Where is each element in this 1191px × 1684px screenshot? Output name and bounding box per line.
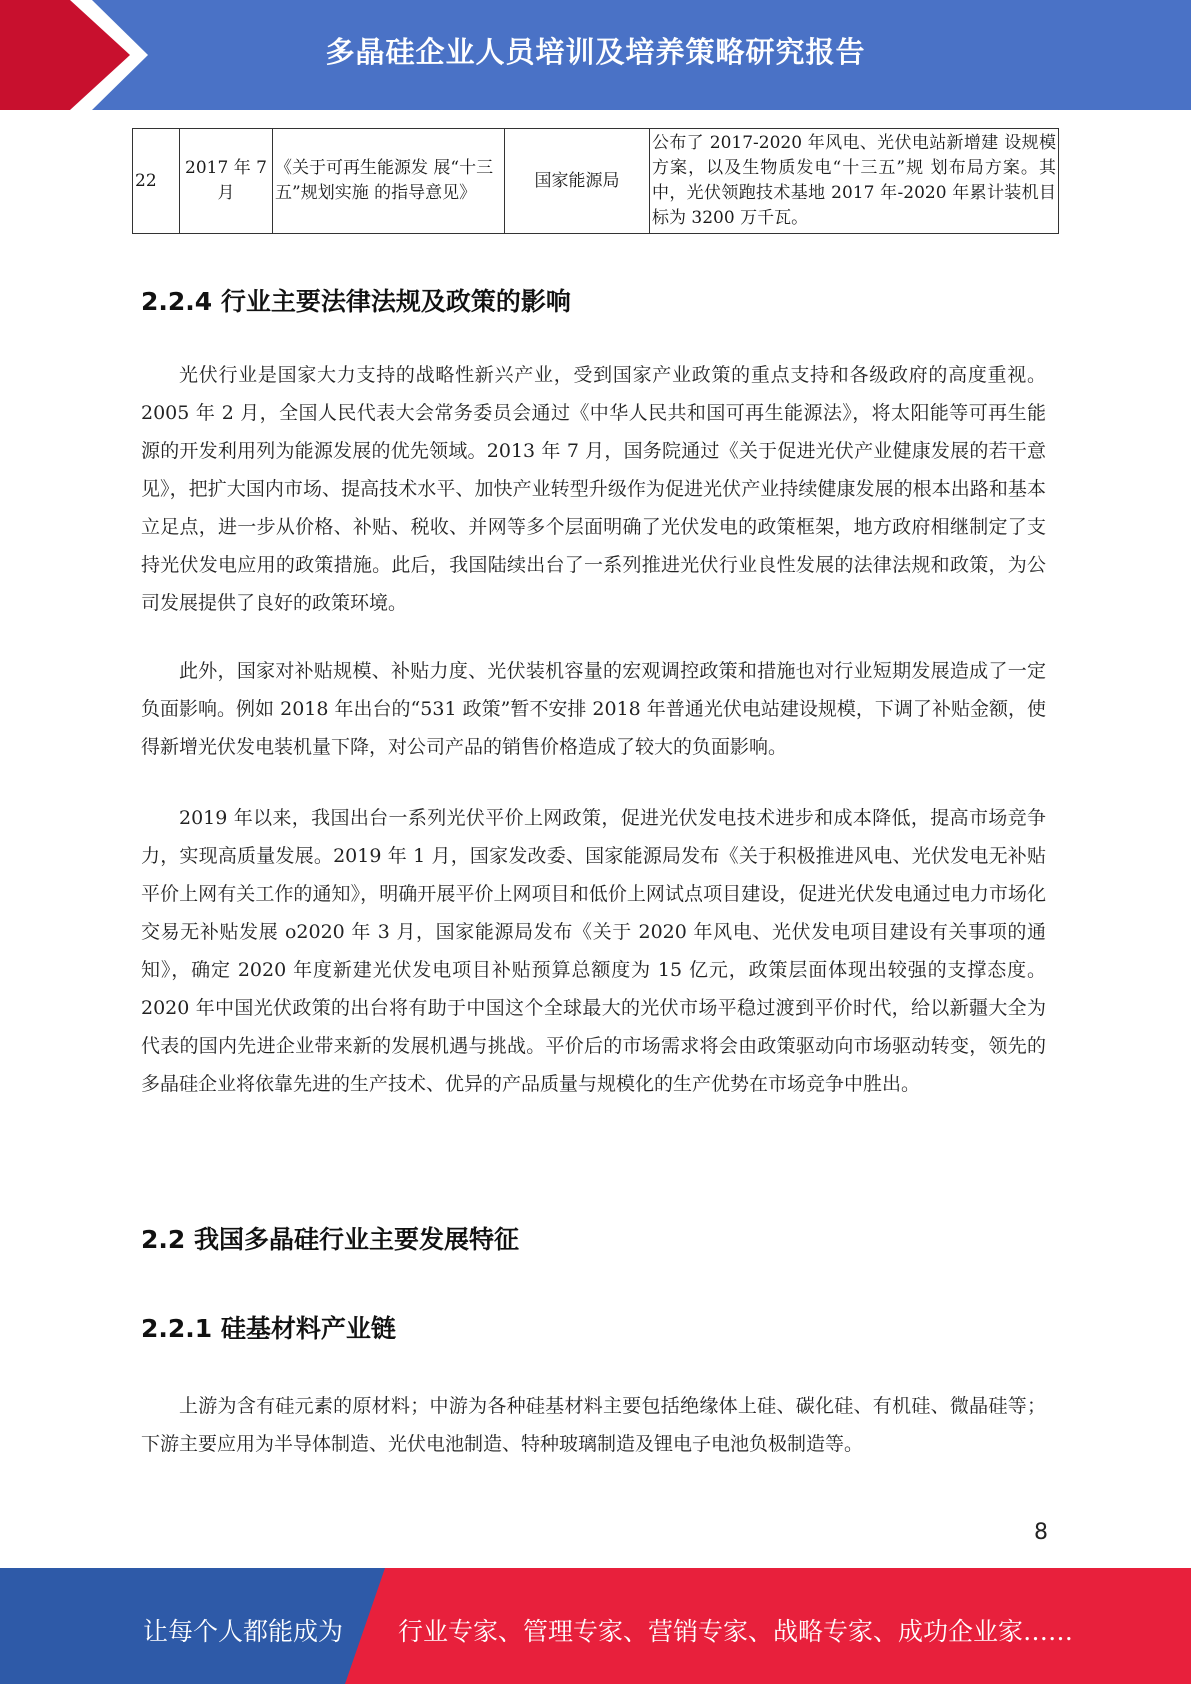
footer-slogan-left: 让每个人都能成为: [143, 1617, 344, 1646]
paragraph: 此外，国家对补贴规模、补贴力度、光伏装机容量的宏观调控政策和措施也对行业短期发展造成了一定负面影响。例如 2018 年出台的“531 政策”暂不安排 2018 年普通光伏电站建设规模，下调了补贴金额，使得新增光伏发电装机量下降，对公司产品的销售价格造成了较大的负面影响。: [141, 660, 1046, 758]
row-number-cell: 22: [133, 129, 180, 234]
section-heading-2-2-4: 2.2.4 行业主要法律法规及政策的影响: [141, 287, 571, 316]
policy-table: [132, 128, 1059, 234]
document-cell: 《关于可再生能源发 展“十三五”规划实施 的指导意见》: [273, 129, 505, 234]
page-footer: [0, 1568, 1191, 1684]
footer-slogan-right: 行业专家、管理专家、营销专家、战略专家、成功企业家……: [398, 1617, 1074, 1646]
paragraph: 2019 年以来，我国出台一系列光伏平价上网政策，促进光伏发电技术进步和成本降低，提高市场竞争力，实现高质量发展。2019 年 1 月，国家发改委、国家能源局发布《关于积极推进风电、光伏发电无补贴平价上网有关工作的通知》，明确开展平价上网项目和低价上网试点项目建设，促进光伏发电通过电力市场化交易无补贴发展 o2020 年 3 月，国家能源局发布《关于 2020 年风电、光伏发电项目建设有关事项的通知》，确定 2020 年度新建光伏发电项目补贴预算总额度为 15 亿元，政策层面体现出较强的支撑态度。2020 年中国光伏政策的出台将有助于中国这个全球最大的光伏市场平稳过渡到平价时代，给以新疆大全为代表的国内先进企业带来新的发展机遇与挑战。平价后的市场需求将会由政策驱动向市场驱动转变，领先的多晶硅企业将依靠先进的生产技术、优异的产品质量与规模化的生产优势在市场竞争中胜出。: [141, 807, 1046, 1095]
page-number: 8: [1034, 1520, 1048, 1545]
issuer-cell: 国家能源局: [505, 129, 650, 234]
table-row: [133, 129, 1059, 234]
section-heading-2-2-1: 2.2.1 硅基材料产业链: [141, 1314, 396, 1343]
header-title: 多晶硅企业人员培训及培养策略研究报告: [325, 35, 866, 69]
date-cell: 2017 年 7 月: [180, 129, 273, 234]
paragraph: 上游为含有硅元素的原材料；中游为各种硅基材料主要包括绝缘体上硅、碳化硅、有机硅、微晶硅等；下游主要应用为半导体制造、光伏电池制造、特种玻璃制造及锂电子电池负极制造等。: [141, 1395, 1046, 1455]
page-header: [0, 0, 1191, 110]
paragraph: 光伏行业是国家大力支持的战略性新兴产业，受到国家产业政策的重点支持和各级政府的高度重视。2005 年 2 月，全国人民代表大会常务委员会通过《中华人民共和国可再生能源法》，将太阳能等可再生能源的开发利用列为能源发展的优先领域。2013 年 7 月，国务院通过《关于促进光伏产业健康发展的若干意见》，把扩大国内市场、提高技术水平、加快产业转型升级作为促进光伏产业持续健康发展的根本出路和基本立足点，进一步从价格、补贴、税收、并网等多个层面明确了光伏发电的政策框架，地方政府相继制定了支持光伏发电应用的政策措施。此后，我国陆续出台了一系列推进光伏行业良性发展的法律法规和政策，为公司发展提供了良好的政策环境。: [141, 364, 1046, 614]
section-heading-2-2: 2.2 我国多晶硅行业主要发展特征: [141, 1225, 519, 1254]
description-cell: 公布了 2017-2020 年风电、光伏电站新增建 设规模方案，以及生物质发电“十三五”规 划布局方案。其中，光伏领跑技术基地 2017 年-2020 年累计装机目标为 3200 万千瓦。: [650, 129, 1059, 234]
